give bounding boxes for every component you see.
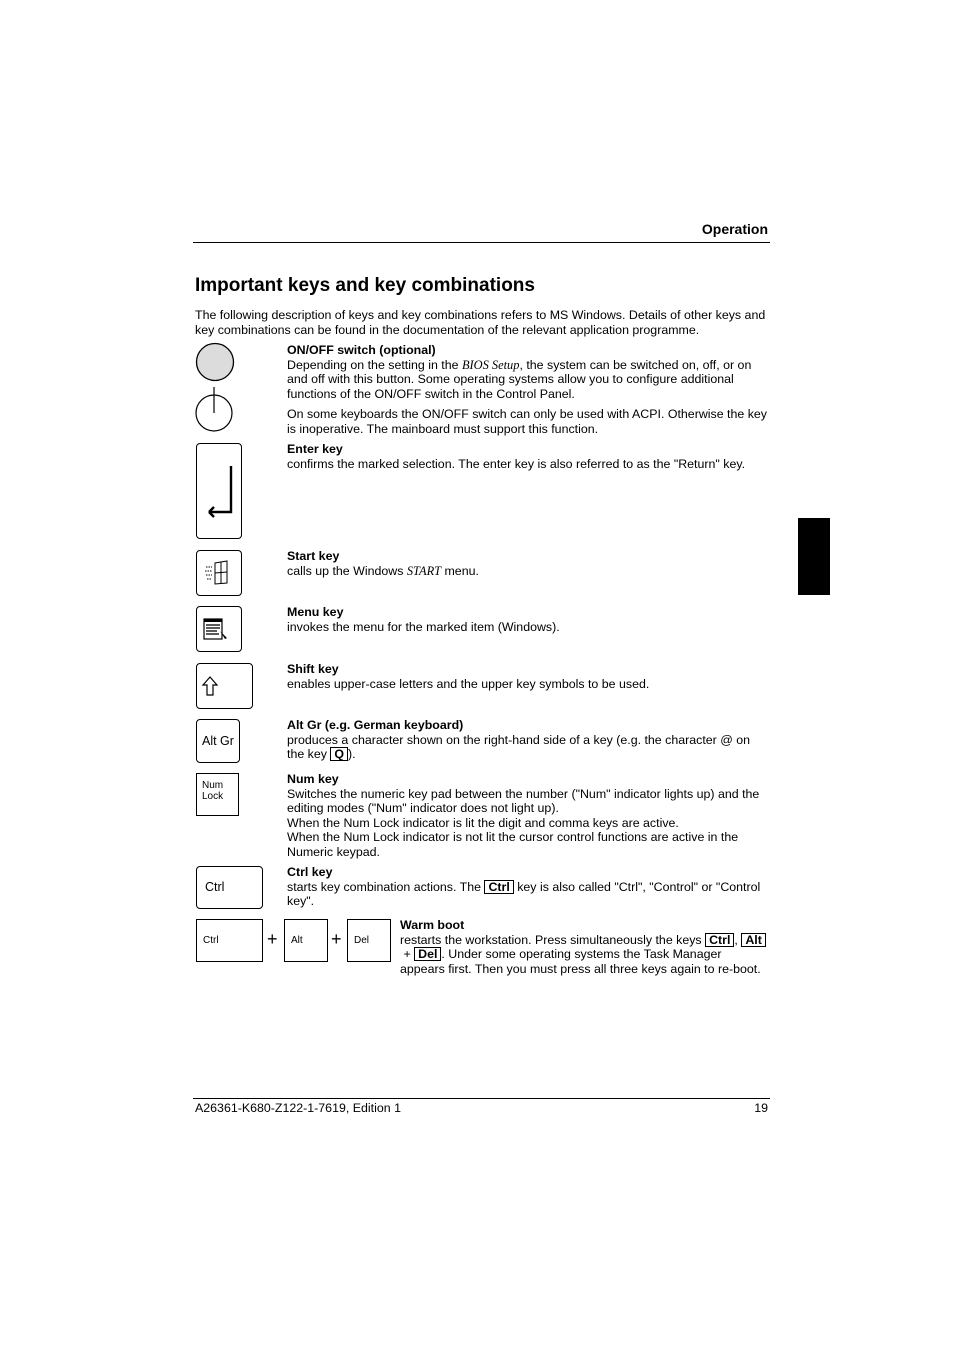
onoff-description — [287, 343, 769, 436]
altgr-body-text-2: ). — [348, 747, 356, 761]
numlock-key — [196, 773, 239, 816]
num-description — [287, 772, 769, 859]
power-button-icon — [195, 342, 235, 382]
enter-body: confirms the marked selection. The enter key is also referred to as the "Return" key. — [287, 456, 746, 471]
ctrl-body — [287, 880, 769, 909]
warmboot-alt-label: Alt — [291, 935, 303, 946]
start-description — [287, 549, 769, 578]
warmboot-body-text: restarts the workstation. Press simultaneously the keys — [400, 932, 706, 947]
altgr-body — [287, 733, 769, 762]
start-body — [287, 564, 769, 579]
altgr-key-label: Alt Gr — [202, 734, 234, 748]
shift-body: enables upper-case letters and the upper key symbols to be used. — [287, 676, 650, 691]
start-heading: Start key — [287, 549, 340, 563]
shift-key — [196, 663, 253, 709]
header-rule — [193, 242, 770, 243]
num-heading: Num key — [287, 772, 339, 786]
inline-key-ctrl-2: Ctrl — [705, 933, 734, 947]
bios-setup-term: BIOS Setup — [461, 357, 520, 372]
altgr-heading: Alt Gr (e.g. German keyboard) — [287, 718, 464, 732]
warmboot-ctrl-key — [196, 919, 263, 962]
warmboot-description — [400, 918, 769, 976]
running-header: Operation — [701, 221, 768, 237]
inline-key-del: Del — [414, 947, 441, 961]
plus-sign-2: + — [331, 929, 342, 949]
inline-key-q: Q — [330, 747, 348, 761]
num-line-2: When the Num Lock indicator is lit the digit and comma keys are active. — [287, 815, 679, 830]
enter-heading: Enter key — [287, 442, 343, 456]
warmboot-body-text-2: . Under some operating systems the Task Manager appears first. Then you must press all three keys again to re-boot. — [400, 947, 761, 976]
shift-description — [287, 662, 769, 691]
menu-heading: Menu key — [287, 605, 344, 619]
numlock-key-line-1: Num — [202, 780, 224, 791]
windows-logo-icon — [197, 551, 241, 595]
menu-description — [287, 605, 769, 634]
start-body-text: calls up the Windows — [287, 563, 407, 578]
enter-key — [196, 443, 242, 539]
onoff-heading: ON/OFF switch (optional) — [287, 343, 436, 357]
footer-document-id: A26361-K680-Z122-1-7619, Edition 1 — [195, 1101, 401, 1115]
inline-key-ctrl: Ctrl — [484, 880, 513, 894]
warmboot-del-label: Del — [354, 935, 370, 946]
menu-key — [196, 606, 242, 652]
menu-key-icon — [197, 607, 241, 651]
start-key — [196, 550, 242, 596]
power-symbol-icon — [194, 385, 234, 435]
ctrl-heading: Ctrl key — [287, 865, 333, 879]
altgr-key — [196, 719, 240, 763]
start-menu-term: START — [406, 563, 442, 578]
warmboot-ctrl-label: Ctrl — [203, 935, 219, 946]
menu-body: invokes the menu for the marked item (Windows). — [287, 619, 560, 634]
onoff-paragraph-1 — [287, 358, 769, 402]
warmboot-comma: , — [734, 932, 738, 947]
ctrl-body-text: starts key combination actions. The — [287, 879, 485, 894]
chapter-thumb-tab — [798, 518, 830, 595]
enter-description — [287, 442, 769, 471]
page-title: Important keys and key combinations — [195, 275, 535, 296]
ctrl-description — [287, 865, 769, 909]
intro-paragraph: The following description of keys and key combinations refers to MS Windows. Details of other keys and key combinations can be found in the documentation of the relevant application programme. — [195, 308, 766, 337]
onoff-paragraph-2: On some keyboards the ON/OFF switch can only be used with ACPI. Otherwise the key is inoperative. The mainboard must support this function. — [287, 407, 767, 436]
altgr-body-text: produces a character shown on the right-hand side of a key (e.g. the character @ on the key — [287, 732, 751, 761]
warmboot-body — [400, 933, 769, 977]
plus-sign-1: + — [267, 929, 278, 949]
shift-arrow-icon — [197, 664, 252, 708]
warmboot-alt-key — [284, 919, 328, 962]
inline-key-alt: Alt — [741, 933, 766, 947]
onoff-p1-text-2: , the system can be switched on, off, or on and off with this button. Some operating systems allow you to configure additional functions of the ON/OFF switch in the Control Panel. — [287, 357, 752, 401]
start-body-text-2: menu. — [441, 563, 479, 578]
enter-arrow-icon — [197, 444, 241, 538]
shift-heading: Shift key — [287, 662, 339, 676]
ctrl-key-label: Ctrl — [205, 880, 225, 894]
warmboot-del-key — [347, 919, 391, 962]
warmboot-plus-text: + — [400, 947, 415, 961]
num-line-1: Switches the numeric key pad between the number ("Num" indicator lights up) and the editing modes ("Num" indicator does not light up). — [287, 786, 760, 815]
warmboot-heading: Warm boot — [400, 918, 465, 932]
onoff-p1-text: Depending on the setting in the — [287, 357, 462, 372]
ctrl-key — [196, 866, 263, 909]
numlock-key-line-2: Lock — [202, 791, 224, 802]
altgr-description — [287, 718, 769, 762]
ctrl-body-text-2: key is also called "Ctrl", "Control" or "Control key". — [287, 879, 761, 908]
numlock-key-label — [202, 780, 223, 802]
num-line-3: When the Num Lock indicator is not lit the cursor control functions are active in the Numeric keypad. — [287, 830, 739, 859]
footer-page-number: 19 — [754, 1101, 768, 1115]
footer-rule — [193, 1098, 770, 1099]
